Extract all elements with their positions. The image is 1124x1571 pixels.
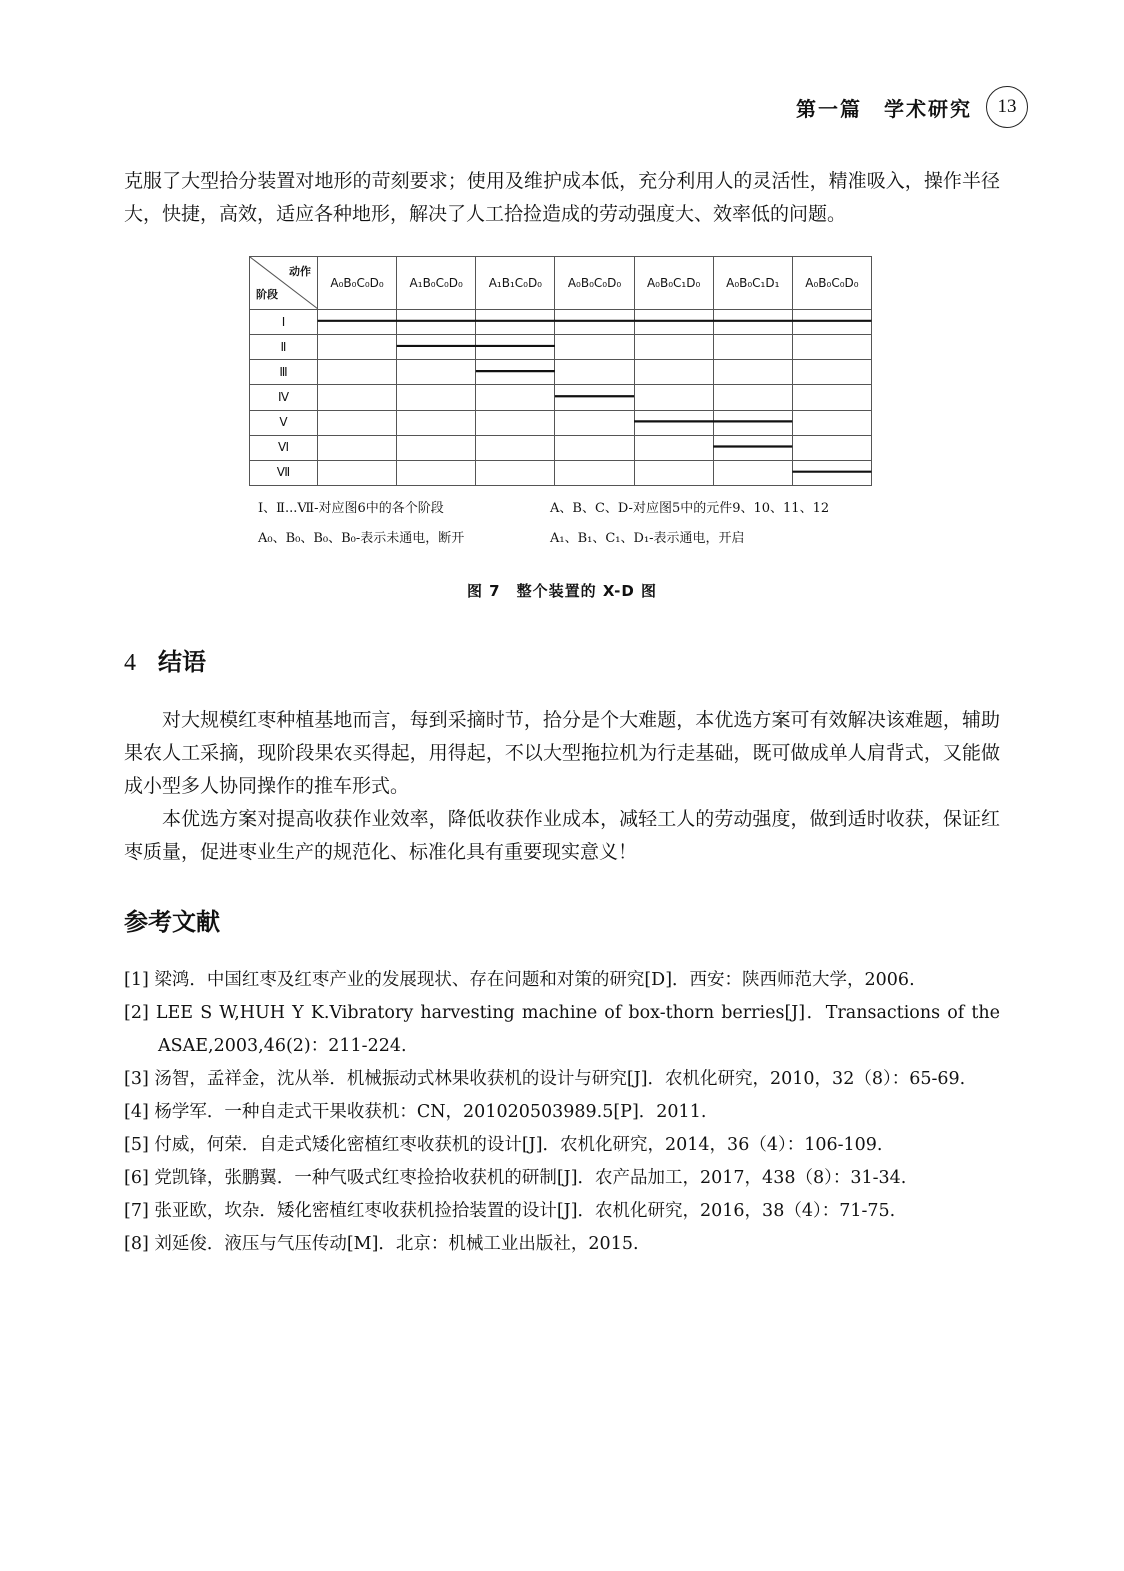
reference-item: [2] LEE S W,HUH Y K.Vibratory harvesting machine of box-thorn berries[J]．Transactions of the ASAE,2003,46(2)：211-224. [124,1003,1000,1056]
section-number: 4 [124,650,136,676]
stage-row [250,335,872,360]
stage-label: Ⅳ [250,385,318,410]
stage-row [250,310,872,335]
stage-label: Ⅶ [250,460,318,485]
stage-label: Ⅱ [250,335,318,360]
legend-stages: Ⅰ、Ⅱ...Ⅶ-对应图6中的各个阶段 [258,501,444,516]
xd-diagram [249,256,872,486]
action-header: A₀B₀C₁D₀ [634,257,713,310]
reference-item: [4] 杨学军．一种自走式干果收获机：CN，201020503989.5[P]．2011. [124,1102,707,1122]
legend-off-state: A₀、B₀、B₀、B₀-表示未通电，断开 [258,531,465,546]
action-header: A₀B₀C₀D₀ [318,257,397,310]
reference-item: [7] 张亚欧，坎杂．矮化密植红枣收获机捡拾装置的设计[J]．农机化研究，2016，38（4）：71-75. [124,1201,896,1221]
stage-label: Ⅰ [250,310,318,335]
xd-corner-cell [250,257,318,310]
references-heading: 参考文献 [124,907,220,936]
stage-label: Ⅴ [250,410,318,435]
reference-item: [8] 刘延俊．液压与气压传动[M]．北京：机械工业出版社，2015. [124,1234,639,1254]
stage-label: Ⅲ [250,360,318,385]
stage-label: Ⅵ [250,435,318,460]
legend-on-state: A₁、B₁、C₁、D₁-表示通电，开启 [550,531,745,546]
conclusion-paragraph: 本优选方案对提高收获作业效率，降低收获作业成本，减轻工人的劳动强度，做到适时收获，保证红枣质量，促进枣业生产的规范化、标准化具有重要现实意义！ [124,808,1000,863]
action-header: A₀B₀C₀D₀ [555,257,634,310]
stage-row [250,360,872,385]
conclusion-paragraph: 对大规模红枣种植基地而言，每到采摘时节，拾分是个大难题，本优选方案可有效解决该难题，辅助果农人工采摘，现阶段果农买得起，用得起，不以大型拖拉机为行走基础，既可做成单人肩背式，又能做成小型多人协同操作的推车形式。 [124,709,1000,797]
reference-item: [5] 付威，何荣．自走式矮化密植红枣收获机的设计[J]．农机化研究，2014，36（4）：106-109. [124,1135,883,1155]
action-header: A₀B₀C₀D₀ [792,257,871,310]
action-header: A₁B₀C₀D₀ [397,257,476,310]
action-header: A₀B₀C₁D₁ [713,257,792,310]
section-heading [124,642,206,677]
xd-header-row [250,257,872,310]
xd-table [249,256,872,486]
stage-row [250,410,872,435]
corner-top-label: 动作 [289,265,311,278]
stage-row [250,460,872,485]
legend-components: A、B、C、D-对应图5中的元件9、10、11、12 [550,501,830,516]
intro-paragraph: 克服了大型拾分装置对地形的苛刻要求；使用及维护成本低，充分利用人的灵活性，精准吸入，操作半径大，快捷，高效，适应各种地形，解决了人工拾捡造成的劳动强度大、效率低的问题。 [124,170,1000,225]
page-number: 13 [986,86,1028,128]
action-header: A₁B₁C₀D₀ [476,257,555,310]
header-title: 第一篇 学术研究 [796,96,972,121]
figure-caption: 图 7 整个装置的 X-D 图 [466,582,658,600]
section-title: 结语 [158,647,206,676]
running-header [796,86,1028,128]
reference-item: [1] 梁鸿．中国红枣及红枣产业的发展现状、存在问题和对策的研究[D]．西安：陕西师范大学，2006. [124,970,915,990]
reference-item: [6] 党凯锋，张鹏翼．一种气吸式红枣捡拾收获机的研制[J]．农产品加工，2017，438（8）：31-34. [124,1168,907,1188]
reference-list [124,964,1000,1261]
stage-row [250,435,872,460]
stage-row [250,385,872,410]
reference-item: [3] 汤智，孟祥金，沈从举．机械振动式林果收获机的设计与研究[J]．农机化研究，2010，32（8）：65-69. [124,1069,966,1089]
corner-bottom-label: 阶段 [256,288,278,301]
